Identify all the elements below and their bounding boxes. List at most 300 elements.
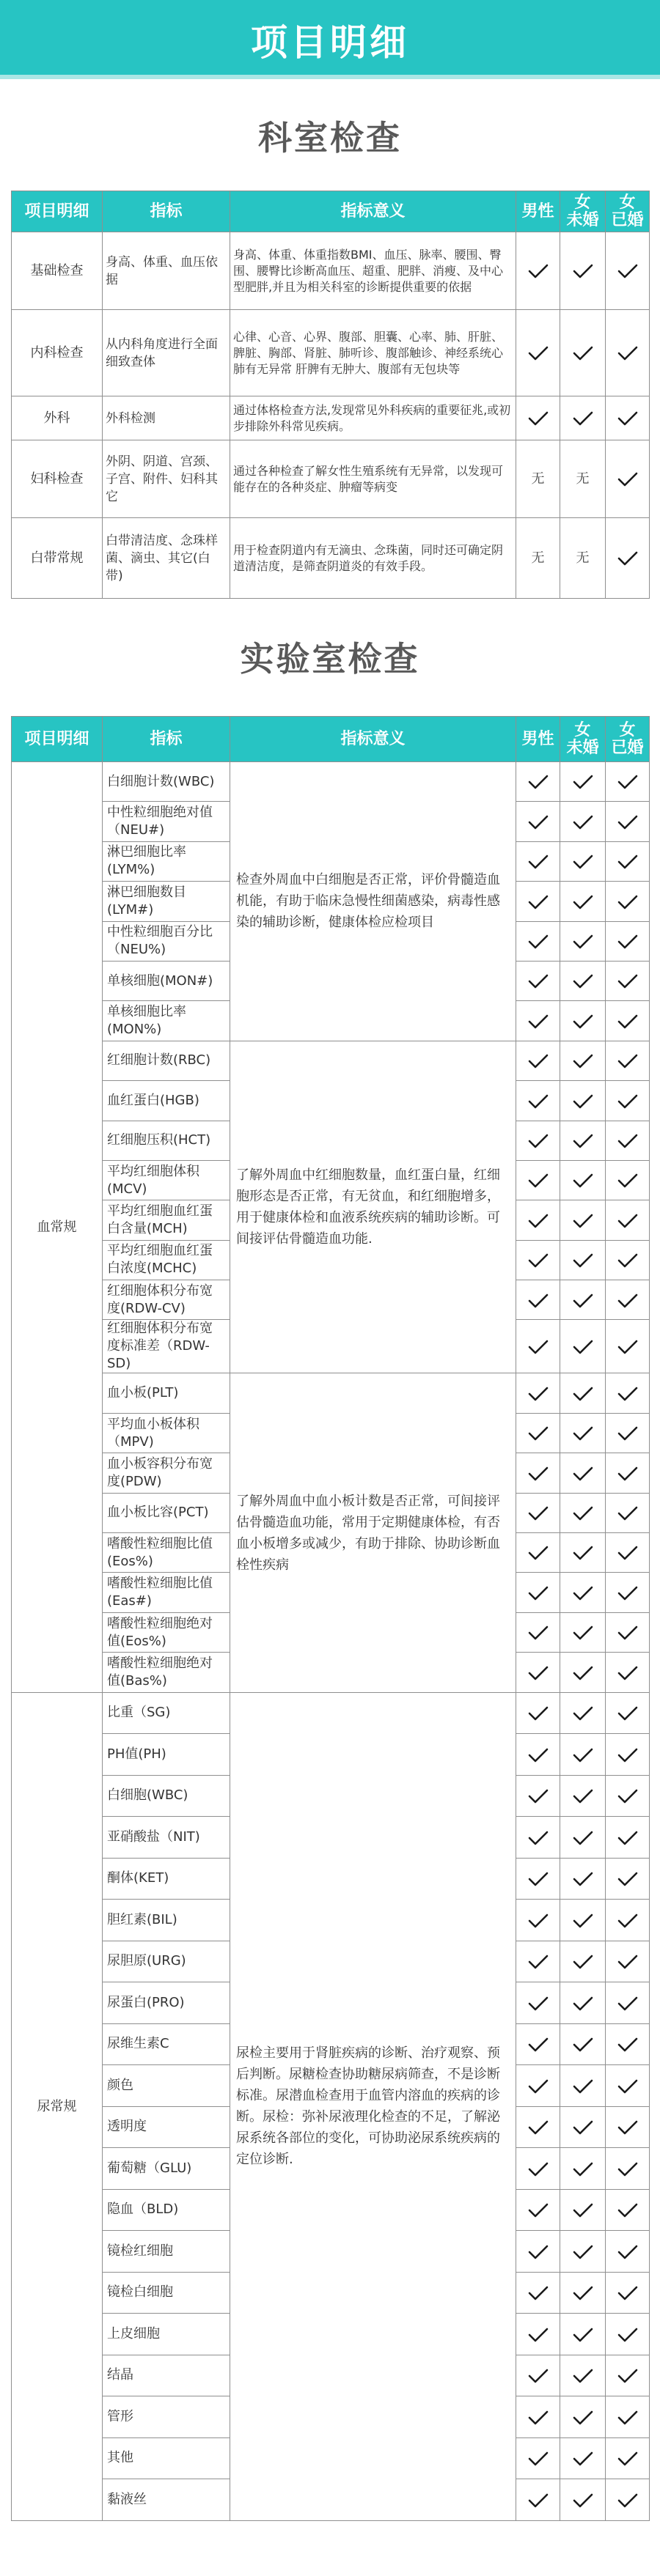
blood-indicator: 中性粒细胞百分比（NEU%) — [103, 921, 230, 961]
blood-group-meaning: 检查外周血中白细胞是否正常，评价骨髓造血机能，有助于临床急慢性细菌感染，病毒性感染的辅助诊断，健康体检应检项目 — [230, 762, 516, 1041]
blood-indicator: 血小板(PLT) — [103, 1373, 230, 1413]
row-male-mark — [516, 518, 560, 599]
check-icon — [573, 2451, 593, 2466]
none-label: 无 — [576, 471, 590, 487]
female-unmarried-mark — [560, 1240, 606, 1280]
urine-indicator: 白细胞(WBC) — [103, 1775, 230, 1817]
header-female-unmarried: 女 未婚 — [560, 717, 606, 762]
check-icon — [617, 2328, 638, 2342]
check-icon — [528, 775, 549, 789]
blood-indicator: 白细胞计数(WBC) — [103, 762, 230, 802]
urine-indicator: 亚硝酸盐（NIT) — [103, 1817, 230, 1859]
header-meaning: 指标意义 — [230, 717, 516, 762]
check-icon — [528, 411, 549, 426]
check-icon — [573, 1253, 593, 1268]
check-icon — [528, 1666, 549, 1680]
blood-indicator: 红细胞计数(RBC) — [103, 1041, 230, 1080]
check-icon — [528, 1996, 549, 2011]
check-icon — [528, 1094, 549, 1109]
check-icon — [573, 2079, 593, 2094]
urine-indicator: 胆红素(BIL) — [103, 1900, 230, 1941]
blood-indicator: 淋巴细胞比率(LYM%) — [103, 841, 230, 881]
row-female-married-mark — [606, 310, 650, 396]
female-unmarried-mark — [560, 2189, 606, 2231]
check-icon — [617, 2079, 638, 2094]
female-unmarried-mark — [560, 1775, 606, 1817]
row-male-mark — [516, 440, 560, 518]
check-icon — [528, 1913, 549, 1928]
check-icon — [617, 934, 638, 949]
row-meaning: 通过各种检查了解女性生殖系统有无异常，以发现可能存在的各种炎症、肿瘤等病变 — [230, 440, 516, 518]
check-icon — [617, 1466, 638, 1481]
header-female-married: 女 已婚 — [606, 717, 650, 762]
check-icon — [573, 1748, 593, 1763]
male-mark — [516, 1653, 560, 1692]
none-label: 无 — [576, 550, 590, 566]
urine-indicator: 尿胆原(URG) — [103, 1941, 230, 1982]
female-unmarried-mark — [560, 1081, 606, 1121]
row-project: 妇科检查 — [12, 440, 103, 518]
check-icon — [617, 2286, 638, 2300]
female-unmarried-mark — [560, 1982, 606, 2024]
female-unmarried-mark — [560, 1858, 606, 1900]
female-married-mark — [606, 1734, 650, 1776]
male-mark — [516, 2437, 560, 2479]
female-unmarried-mark — [560, 1900, 606, 1941]
check-icon — [573, 411, 593, 426]
male-mark — [516, 1001, 560, 1041]
male-mark — [516, 1533, 560, 1573]
male-mark — [516, 1493, 560, 1532]
female-married-mark — [606, 1533, 650, 1573]
male-mark — [516, 2396, 560, 2438]
row-female-married-mark — [606, 396, 650, 440]
check-icon — [573, 1666, 593, 1680]
female-unmarried-mark — [560, 1941, 606, 1982]
female-married-mark — [606, 1453, 650, 1493]
check-icon — [528, 1173, 549, 1188]
female-unmarried-mark — [560, 1160, 606, 1200]
female-unmarried-mark — [560, 2023, 606, 2065]
male-mark — [516, 762, 560, 802]
urine-indicator: 颜色 — [103, 2065, 230, 2107]
check-icon — [528, 2079, 549, 2094]
row-project: 内科检查 — [12, 310, 103, 396]
check-icon — [528, 1214, 549, 1228]
urine-indicator: 葡萄糖（GLU) — [103, 2148, 230, 2190]
office-header-row — [12, 191, 650, 232]
female-married-mark — [606, 1081, 650, 1121]
office-row — [12, 310, 650, 396]
check-icon — [617, 974, 638, 989]
female-married-mark — [606, 1653, 650, 1692]
female-married-mark — [606, 841, 650, 881]
check-icon — [573, 2410, 593, 2425]
check-icon — [617, 1872, 638, 1886]
check-icon — [528, 1340, 549, 1354]
header-project: 项目明细 — [12, 191, 103, 232]
check-icon — [573, 2203, 593, 2218]
check-icon — [573, 1996, 593, 2011]
check-icon — [528, 2245, 549, 2259]
blood-indicator: 血小板容积分布宽度(PDW) — [103, 1453, 230, 1493]
female-unmarried-mark — [560, 1413, 606, 1453]
lab-section — [0, 630, 660, 2521]
blood-indicator: 嗜酸性粒细胞绝对值(Bas%) — [103, 1653, 230, 1692]
header-meaning: 指标意义 — [230, 191, 516, 232]
check-icon — [528, 2410, 549, 2425]
check-icon — [617, 1546, 638, 1560]
check-icon — [617, 1996, 638, 2011]
row-indicator: 外阴、阴道、宫颈、子宫、附件、妇科其它 — [103, 440, 230, 518]
office-section-title: 科室检查 — [258, 118, 402, 158]
blood-indicator: 平均红细胞体积(MCV) — [103, 1160, 230, 1200]
row-indicator: 从内科角度进行全面细致查体 — [103, 310, 230, 396]
check-icon — [573, 974, 593, 989]
check-icon — [573, 1134, 593, 1148]
check-icon — [528, 2451, 549, 2466]
check-icon — [573, 1054, 593, 1069]
blood-indicator: 红细胞压积(HCT) — [103, 1121, 230, 1160]
check-icon — [573, 1466, 593, 1481]
male-mark — [516, 1081, 560, 1121]
male-mark — [516, 921, 560, 961]
check-icon — [617, 1913, 638, 1928]
row-male-mark — [516, 232, 560, 310]
row-female-married-mark — [606, 232, 650, 310]
check-icon — [528, 1955, 549, 1969]
blood-indicator: 淋巴细胞数目(LYM#) — [103, 882, 230, 921]
male-mark — [516, 2106, 560, 2148]
check-icon — [617, 2410, 638, 2425]
urine-project: 尿常规 — [12, 1692, 103, 2520]
female-married-mark — [606, 1240, 650, 1280]
check-icon — [573, 775, 593, 789]
female-unmarried-mark — [560, 1200, 606, 1240]
male-mark — [516, 1858, 560, 1900]
check-icon — [617, 1214, 638, 1228]
female-unmarried-mark — [560, 1817, 606, 1859]
check-icon — [573, 1506, 593, 1521]
check-icon — [528, 2037, 549, 2052]
check-icon — [528, 2203, 549, 2218]
check-icon — [617, 1173, 638, 1188]
blood-indicator: 平均红细胞血红蛋白浓度(MCHC) — [103, 1240, 230, 1280]
female-married-mark — [606, 2065, 650, 2107]
check-icon — [528, 1014, 549, 1029]
blood-indicator: 单核细胞比率(MON%) — [103, 1001, 230, 1041]
check-icon — [617, 2493, 638, 2508]
check-icon — [528, 1253, 549, 1268]
header-female-unmarried: 女 未婚 — [560, 191, 606, 232]
check-icon — [617, 895, 638, 909]
female-married-mark — [606, 1817, 650, 1859]
check-icon — [528, 346, 549, 361]
check-icon — [573, 2037, 593, 2052]
female-unmarried-mark — [560, 1041, 606, 1080]
office-table — [11, 191, 650, 599]
check-icon — [617, 1625, 638, 1640]
male-mark — [516, 1121, 560, 1160]
male-mark — [516, 1320, 560, 1373]
male-mark — [516, 1734, 560, 1776]
male-mark — [516, 1692, 560, 1734]
female-married-mark — [606, 961, 650, 1000]
urine-indicator: 尿蛋白(PRO) — [103, 1982, 230, 2024]
check-icon — [617, 551, 638, 566]
row-female-married-mark — [606, 518, 650, 599]
blood-row — [12, 1373, 650, 1413]
female-married-mark — [606, 2189, 650, 2231]
urine-meaning: 尿检主要用于肾脏疾病的诊断、治疗观察、预后判断。尿糖检查协助糖尿病筛查，不是诊断标准。尿潜血检查用于血管内溶血的疾病的诊断。尿检：弥补尿液理化检查的不足，了解泌尿系统各部位的变化，可协助泌尿系统疾病的定位诊断. — [230, 1692, 516, 2520]
female-unmarried-mark — [560, 1612, 606, 1652]
row-female-unmarried-mark — [560, 310, 606, 396]
row-female-unmarried-mark — [560, 232, 606, 310]
check-icon — [617, 1054, 638, 1069]
header-indicator: 指标 — [103, 717, 230, 762]
female-married-mark — [606, 1900, 650, 1941]
none-label: 无 — [531, 550, 545, 566]
check-icon — [573, 2369, 593, 2383]
female-unmarried-mark — [560, 1280, 606, 1320]
male-mark — [516, 802, 560, 841]
check-icon — [573, 1913, 593, 1928]
urine-row — [12, 1692, 650, 1734]
urine-indicator: 比重（SG) — [103, 1692, 230, 1734]
check-icon — [528, 1426, 549, 1441]
check-icon — [573, 1831, 593, 1845]
check-icon — [528, 1706, 549, 1721]
male-mark — [516, 1573, 560, 1612]
check-icon — [528, 1293, 549, 1308]
female-unmarried-mark — [560, 2314, 606, 2355]
blood-indicator: 平均血小板体积（MPV) — [103, 1413, 230, 1453]
check-icon — [617, 1426, 638, 1441]
urine-indicator: 镜检白细胞 — [103, 2272, 230, 2314]
check-icon — [573, 1340, 593, 1354]
male-mark — [516, 2023, 560, 2065]
check-icon — [528, 855, 549, 869]
female-married-mark — [606, 2106, 650, 2148]
check-icon — [528, 264, 549, 278]
check-icon — [528, 1586, 549, 1601]
row-project: 外科 — [12, 396, 103, 440]
row-indicator: 外科检测 — [103, 396, 230, 440]
check-icon — [617, 2037, 638, 2052]
row-female-unmarried-mark — [560, 518, 606, 599]
check-icon — [528, 1546, 549, 1560]
female-unmarried-mark — [560, 2355, 606, 2396]
check-icon — [528, 2120, 549, 2135]
urine-indicator: 其他 — [103, 2437, 230, 2479]
check-icon — [617, 1134, 638, 1148]
female-married-mark — [606, 2437, 650, 2479]
urine-indicator: 酮体(KET) — [103, 1858, 230, 1900]
female-married-mark — [606, 2314, 650, 2355]
blood-project: 血常规 — [12, 762, 103, 1693]
check-icon — [528, 1506, 549, 1521]
check-icon — [617, 1014, 638, 1029]
lab-table — [11, 716, 650, 2521]
blood-indicator: 血小板比容(PCT) — [103, 1493, 230, 1532]
header-project: 项目明细 — [12, 717, 103, 762]
female-married-mark — [606, 1612, 650, 1652]
male-mark — [516, 2189, 560, 2231]
female-unmarried-mark — [560, 1320, 606, 1373]
office-row — [12, 396, 650, 440]
urine-indicator: 镜检红细胞 — [103, 2231, 230, 2273]
female-unmarried-mark — [560, 1734, 606, 1776]
female-married-mark — [606, 1941, 650, 1982]
female-unmarried-mark — [560, 1121, 606, 1160]
blood-indicator: 嗜酸性粒细胞比值(Eos%) — [103, 1533, 230, 1573]
male-mark — [516, 1413, 560, 1453]
none-label: 无 — [531, 471, 545, 487]
urine-indicator: PH值(PH) — [103, 1734, 230, 1776]
female-unmarried-mark — [560, 2231, 606, 2273]
row-female-unmarried-mark — [560, 440, 606, 518]
male-mark — [516, 2479, 560, 2521]
check-icon — [528, 815, 549, 830]
check-icon — [528, 1831, 549, 1845]
check-icon — [617, 1253, 638, 1268]
male-mark — [516, 1160, 560, 1200]
male-mark — [516, 1280, 560, 1320]
urine-indicator: 黏液丝 — [103, 2479, 230, 2521]
female-unmarried-mark — [560, 1653, 606, 1692]
check-icon — [617, 1748, 638, 1763]
banner-stripe — [0, 75, 660, 79]
urine-indicator: 隐血（BLD) — [103, 2189, 230, 2231]
male-mark — [516, 1775, 560, 1817]
male-mark — [516, 1982, 560, 2024]
male-mark — [516, 1200, 560, 1240]
female-unmarried-mark — [560, 961, 606, 1000]
female-unmarried-mark — [560, 2065, 606, 2107]
male-mark — [516, 1453, 560, 1493]
male-mark — [516, 882, 560, 921]
female-married-mark — [606, 1280, 650, 1320]
male-mark — [516, 1941, 560, 1982]
check-icon — [617, 1706, 638, 1721]
check-icon — [573, 1094, 593, 1109]
female-married-mark — [606, 1160, 650, 1200]
female-unmarried-mark — [560, 2272, 606, 2314]
check-icon — [528, 2286, 549, 2300]
check-icon — [573, 2493, 593, 2508]
female-married-mark — [606, 2023, 650, 2065]
check-icon — [573, 1789, 593, 1804]
page-title: 项目明细 — [251, 21, 409, 64]
check-icon — [573, 264, 593, 278]
female-married-mark — [606, 2479, 650, 2521]
row-meaning: 心律、心音、心界、腹部、胆囊、心率、肺、肝脏、脾脏、胸部、肾脏、肺听诊、腹部触诊、神经系统心肺有无异常 肝脾有无肿大、腹部有无包块等 — [230, 310, 516, 396]
row-project: 白带常规 — [12, 518, 103, 599]
row-male-mark — [516, 310, 560, 396]
male-mark — [516, 1817, 560, 1859]
urine-indicator: 结晶 — [103, 2355, 230, 2396]
check-icon — [617, 2245, 638, 2259]
check-icon — [573, 2286, 593, 2300]
female-unmarried-mark — [560, 1573, 606, 1612]
female-unmarried-mark — [560, 882, 606, 921]
check-icon — [573, 1955, 593, 1969]
office-section — [0, 116, 660, 599]
check-icon — [573, 1872, 593, 1886]
header-male: 男性 — [516, 191, 560, 232]
female-unmarried-mark — [560, 1493, 606, 1532]
title-banner — [0, 0, 660, 79]
check-icon — [573, 346, 593, 361]
female-married-mark — [606, 1041, 650, 1080]
header-female-married: 女 已婚 — [606, 191, 650, 232]
female-married-mark — [606, 1692, 650, 1734]
female-married-mark — [606, 802, 650, 841]
female-married-mark — [606, 1573, 650, 1612]
blood-indicator: 嗜酸性粒细胞比值(Eas#) — [103, 1573, 230, 1612]
female-married-mark — [606, 1493, 650, 1532]
male-mark — [516, 2355, 560, 2396]
blood-group-meaning: 了解外周血中血小板计数是否正常，可间接评估骨髓造血功能，常用于定期健康体检，有否血小板增多或减少，有助于排除、协助诊断血栓性疾病 — [230, 1373, 516, 1692]
blood-indicator: 中性粒细胞绝对值（NEU#) — [103, 802, 230, 841]
female-married-mark — [606, 2355, 650, 2396]
female-unmarried-mark — [560, 1533, 606, 1573]
check-icon — [528, 895, 549, 909]
female-married-mark — [606, 2148, 650, 2190]
check-icon — [573, 1546, 593, 1560]
urine-indicator: 上皮细胞 — [103, 2314, 230, 2355]
female-unmarried-mark — [560, 1453, 606, 1493]
blood-indicator: 血红蛋白(HGB) — [103, 1081, 230, 1121]
check-icon — [573, 1293, 593, 1308]
female-married-mark — [606, 882, 650, 921]
check-icon — [573, 1014, 593, 1029]
urine-indicator: 尿维生素C — [103, 2023, 230, 2065]
check-icon — [573, 1214, 593, 1228]
check-icon — [617, 1955, 638, 1969]
check-icon — [617, 1666, 638, 1680]
female-unmarried-mark — [560, 2479, 606, 2521]
male-mark — [516, 1041, 560, 1080]
check-icon — [528, 1625, 549, 1640]
male-mark — [516, 1612, 560, 1652]
check-icon — [573, 1706, 593, 1721]
blood-indicator: 红细胞体积分布宽度标准差（RDW-SD) — [103, 1320, 230, 1373]
check-icon — [617, 1340, 638, 1354]
check-icon — [528, 2369, 549, 2383]
check-icon — [573, 895, 593, 909]
check-icon — [617, 2369, 638, 2383]
check-icon — [617, 1094, 638, 1109]
check-icon — [617, 1831, 638, 1845]
male-mark — [516, 2272, 560, 2314]
header-indicator: 指标 — [103, 191, 230, 232]
female-married-mark — [606, 1982, 650, 2024]
blood-indicator: 嗜酸性粒细胞绝对值(Eos%) — [103, 1612, 230, 1652]
female-married-mark — [606, 1775, 650, 1817]
female-married-mark — [606, 2272, 650, 2314]
female-unmarried-mark — [560, 1373, 606, 1413]
check-icon — [528, 1387, 549, 1401]
male-mark — [516, 2231, 560, 2273]
check-icon — [617, 264, 638, 278]
female-unmarried-mark — [560, 2148, 606, 2190]
check-icon — [573, 1625, 593, 1640]
blood-indicator: 单核细胞(MON#) — [103, 961, 230, 1000]
male-mark — [516, 1373, 560, 1413]
male-mark — [516, 1900, 560, 1941]
female-unmarried-mark — [560, 762, 606, 802]
